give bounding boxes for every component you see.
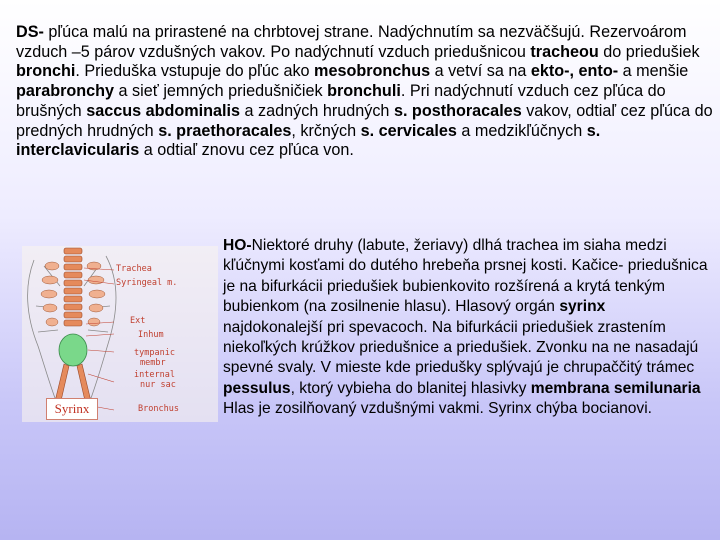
- label-inhum: Inhum: [138, 330, 164, 340]
- syrinx-badge: Syrinx: [46, 398, 98, 420]
- label-bronchus: Bronchus: [138, 404, 179, 414]
- label-trachea: Trachea: [116, 264, 152, 274]
- text-paragraph-respiration: DS- pľúca malú na prirastené na chrbtovej strane. Nadýchnutím sa nezväčšujú. Rezervoárom vzduch –5 párov vzdušných vakov. Po nadýchnutí vzduch priedušnicou tracheou do priedušiek bronchi. Prieduška vstupuje do pľúc ako mesobronchus a vetví sa na ekto-, ento- a menšie parabronchy a sieť jemných priedušničiek bronchuli. Pri nadýchnutí vzduch cez pľúca do brušných saccus abdominalis a zadných hrudných s. posthoracales vakov, odtiaľ cez pľúca do predných hrudných s. praethoracales, krčných s. cervicales a medzikľúčnych s. interclavicularis a odtiaľ znovu cez pľúca von.: [16, 23, 713, 160]
- bold-term: DS-: [16, 23, 44, 41]
- bold-term: HO-: [223, 237, 252, 254]
- label-membr: membr: [140, 358, 166, 368]
- label-tympanic: tympanic: [134, 348, 175, 358]
- label-internal: internal: [134, 370, 175, 380]
- label-ext: Ext: [130, 316, 146, 326]
- text-paragraph-syrinx: HO-Niektoré druhy (labute, žeriavy) dlhá trachea im siaha medzi kľúčnymi kosťami do dutého hrebeňa prsnej kosti. Kačice- priedušnica je na bifurkácii priedušiek bubienkovito rozšírená a krytá tenkým bubienkom (na zosilnenie hlasu). Hlasový orgán syrinx najdokonalejší pri spevacoch. Na bifurkácii priedušiek zrastením niekoľkých krúžkov priedušnice a priedušiek. Zvonku na ne nasadajú spevné svaly. V mieste kde priedušky splývajú je chrupaččitý trámec pessulus, ktorý vybieha do blanitej hlasivky membrana semilunaria Hlas je zosilňovaný vzdušnými vakmi. Syrinx chýba bocianovi.: [223, 237, 708, 418]
- label-syringeal-muscle: Syringeal m.: [116, 278, 178, 288]
- syrinx-bulb: [59, 334, 87, 366]
- syrinx-diagram: [22, 246, 218, 422]
- label-air-sac: nur sac: [140, 380, 176, 390]
